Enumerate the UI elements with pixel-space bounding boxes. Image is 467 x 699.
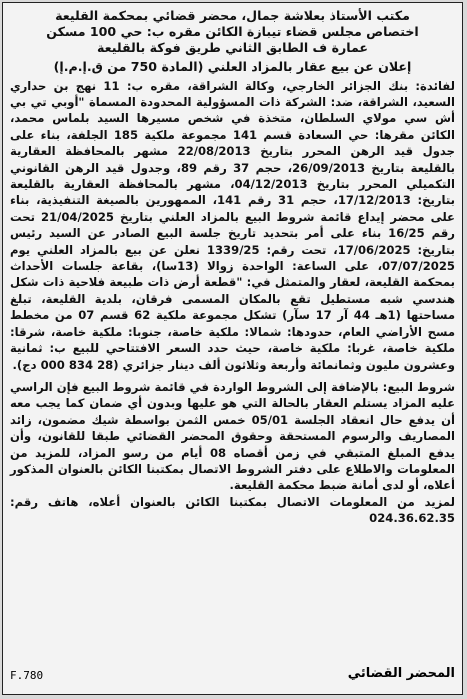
- notice-paragraph-contact: لمزيد من المعلومات الاتصال بمكتبنا الكائن بالعنوان أعلاه، هاتف رقم: 024.36.62.35: [10, 494, 455, 526]
- bailiff-signature: المحضر القضائي: [347, 666, 455, 681]
- reference-code: F.780: [10, 669, 44, 682]
- notice-title: إعلان عن بيع عقار بالمزاد العلني (المادة 750 من ق.إ.م.إ): [53, 58, 412, 74]
- legal-notice: [2, 2, 463, 695]
- notice-footer: [10, 666, 455, 688]
- header-line-2: اختصاص مجلس قضاء تيبازة الكائن مقره ب: حي 100 مسكن: [46, 24, 419, 40]
- office-header: [10, 8, 455, 57]
- header-line-1: مكتب الأستاذ بعلاشة جمال، محضر قضائي بمحكمة القليعة: [55, 8, 410, 23]
- header-line-3: عمارة ف الطابق الثاني طريق فوكة بالقليعة: [96, 40, 369, 56]
- notice-content: [3, 3, 462, 531]
- notice-paragraph-main: لفائدة: بنك الجزائر الخارجي، وكالة الشراقة، مقره ب: 11 نهج بن حداري السعيد، الشراقة، ضد: الشركة ذات المسؤولية المحدودة المسماة "أوبي تي بي أش سي مولاي السلطان، متخذة في شخص مسيرها السيد بلماس محمد، الكائن مقرها: حي السعادة قسم 141 مجموعة ملكية 185 الجلفة، بناء على جدول قيد الرهن المحرر بتاريخ 22/08/2013 مشهر بالمحافظة العقارية بالقليعة بتاريخ 26/09/2013، حجم 37 رقم 89، وجدول قيد الرهن القانوني التكميلي المحرر بتاريخ 04/12/2013، مشهر بالمحافظة العقارية بالقليعة بتاريخ: 17/12/2013، حجم 31 رقم 141، الممهورين بالصيغة التنفيذية، بناء على محضر إيداع قائمة شروط البيع بالمزاد العلني بتاريخ 21/04/2025 تحت رقم 16/25 بناء على أمر بتحديد تاريخ جلسة البيع الصادر عن السيد رئيس بتاريخ: 17/06/2025، تحت رقم: 1339/25 نعلن عن بيع بالمزاد العلني يوم 07/07/2025، على الساعة: الواحدة زوالا (13سا)، بقاعة جلسات الأحداث بمحكمة القليعة، لعقار والمتمثل في: "قطعة أرض ذات طبيعة فلاحية ذات شكل هندسي شبه مستطيل تقع بالمكان المسمى فرقان، بلدية القليعة، تبلغ مساحتها (1هـ 44 آر 17 سآر) تشكل مجموعة ملكية 62 قسم 07 من مخطط مسح الأراضي العام، حدودها: شمالا: ملكية خاصة، جنوبا: ملكية خاصة، شرقا: ملكية خاصة، غربا: ملكية خاصة، حيث حدد السعر الافتتاحي للبيع ب: ثمانية وعشرون مليون وثمانمائة وأربعة وثلاثون ألف دينار جزائري (28 834 000 دج).: [10, 78, 456, 372]
- notice-body: [10, 78, 455, 527]
- notice-paragraph-conditions: شروط البيع: بالإضافة إلى الشروط الواردة في قائمة شروط البيع فإن الراسي عليه المزاد يستلم العقار بالحالة التي هو عليها وبدون أي ضمان كما يجب معه أن يدفع حال انعقاد الجلسة 05/01 خمس الثمن بواسطة شيك مضمون، زائد المصاريف والرسوم المستحقة وحقوق المحضر القضائي طبقا للقانون، وأن يدفع المبلغ المتبقي في زمن أقصاه 08 أيام من رسو المزاد، للمزيد من المعلومات والاطلاع على دفتر الشروط الاتصال بمكتبنا الكائن بالعنوان المذكور أعلاه، أو لدى أمانة ضبط محكمة القليعة.: [10, 379, 455, 493]
